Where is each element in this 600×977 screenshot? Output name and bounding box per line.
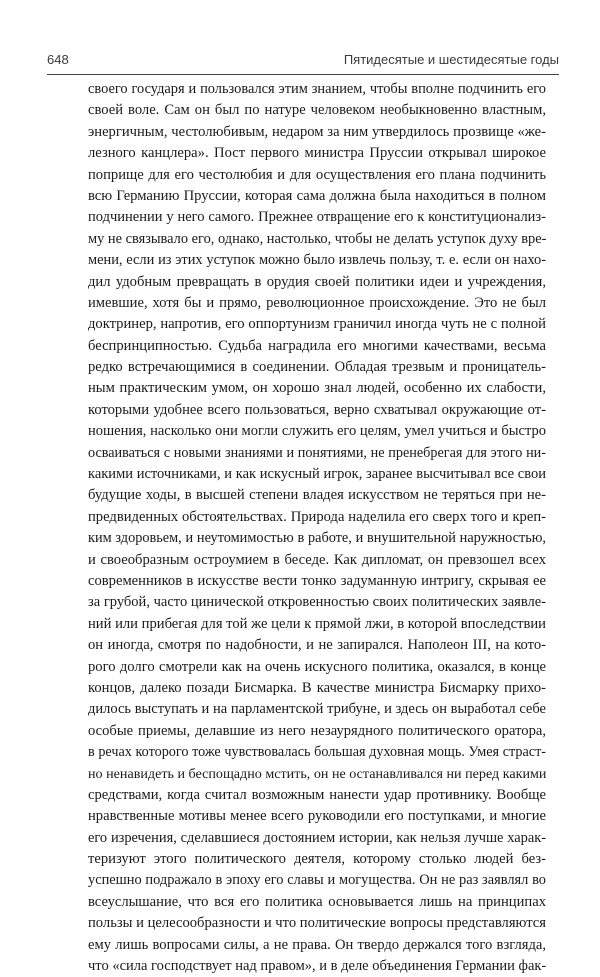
text-line: ему лишь вопросами силы, а не права. Он твердо держался того взгляда, <box>88 936 546 953</box>
page-header <box>47 48 559 75</box>
text-line: поприще для его честолюбия и для осуществления его плана подчинить <box>88 166 546 183</box>
running-title: Пятидесятые и шестидесятые годы <box>343 52 559 67</box>
text-line: современников в искусстве вести тонко задуманную интригу, скрывая ее <box>88 572 546 589</box>
text-line: имевшие, хотя бы и прямо, революционное происхождение. Это не был <box>88 294 546 311</box>
text-line: будущие ходы, в высшей степени владея искусством не теряться при не- <box>88 487 546 504</box>
text-line: в речах которого тоже чувствовалась большая духовная мощь. Умея страст- <box>88 744 546 761</box>
text-line: беспринципностью. Судьба наградила его многими качествами, весьма <box>88 337 546 354</box>
text-line: и своеобразным остроумием в беседе. Как дипломат, он превзошел всех <box>88 551 546 568</box>
text-line: му не связывало его, однако, настолько, чтобы не делать уступок духу вре- <box>88 230 546 247</box>
text-line: ношения, насколько они могли служить его целям, умел учиться и быстро <box>88 423 546 440</box>
text-line: нравственные мотивы менее всего руководили его поступками, и многие <box>88 808 546 825</box>
text-line: особые приемы, делавшие из него незаурядного политического оратора, <box>88 722 546 739</box>
text-line: теризуют этого политического деятеля, которому столько людей без- <box>88 851 546 868</box>
text-line: осваиваться с новыми знаниями и понятиями, не пренебрегая для этого ни- <box>88 444 546 461</box>
text-line: рого долго смотрели как на очень искусного политика, оказался, в конце <box>88 658 546 675</box>
text-line: ний или прибегая для той же цели к прямой лжи, в которой впоследствии <box>88 615 546 632</box>
text-line: энергичным, честолюбивым, недаром за ним утвердилось прозвище «же- <box>88 123 546 140</box>
text-line: своего государя и пользовался этим знанием, чтобы вполне подчинить его <box>88 81 546 97</box>
text-line: ким здоровьем, и неутомимостью в работе, и внушительной наружностью, <box>88 530 546 547</box>
text-line: средствами, когда считал возможным нанести удар противнику. Вообще <box>88 786 546 803</box>
text-line: дилось выступать и на парламентской трибуне, и здесь он выработал себе <box>88 701 546 718</box>
text-line: ным практическим умом, он хорошо знал людей, особенно их слабости, <box>88 380 546 397</box>
text-line: всеуслышание, что вся его политика основывается лишь на принципах <box>88 893 546 910</box>
text-line: своей воле. Сам он был по натуре человеком необыкновенно властным, <box>88 102 546 119</box>
text-line: какими источниками, и как искусный игрок, заранее высчитывал все свои <box>88 466 546 483</box>
text-line: редко встречающимися в соединении. Обладая трезвым и проницатель- <box>88 359 546 376</box>
body-text <box>88 79 546 977</box>
text-line: дил удобным превращать в орудия своей политики идеи и учреждения, <box>88 273 546 290</box>
text-line: успешно подражало в эпоху его славы и могущества. Он не раз заявлял во <box>88 872 546 889</box>
text-line: подчинении у него самого. Прежнее отвращение его к конституционализ- <box>88 209 546 226</box>
text-line: пользы и целесообразности и что политические вопросы представляются <box>88 915 546 932</box>
text-line: но ненавидеть и беспощадно мстить, он не останавливался ни перед какими <box>88 765 546 782</box>
text-line: концов, далеко позади Бисмарка. В качестве министра Бисмарку прихо- <box>88 679 546 696</box>
text-line: он иногда, смотря по надобности, и не запирался. Наполеон III, на кото- <box>88 637 546 654</box>
text-line: доктринер, напротив, его оппортунизм граничил иногда чуть не с полной <box>88 316 546 333</box>
text-line: его изречения, сделавшиеся достоянием истории, как нельзя лучше харак- <box>88 829 546 846</box>
text-line: предвиденных обстоятельствах. Природа наделила его сверх того и креп- <box>88 508 546 525</box>
text-line: лезного канцлера». Пост первого министра Пруссии открывал широкое <box>88 145 546 162</box>
text-line: что «сила господствует над правом», и в деле объединения Германии фак- <box>88 958 546 975</box>
text-line: которыми удобнее всего пользоваться, верно схватывал окружающие от- <box>88 401 546 418</box>
text-line: мени, если из этих уступок можно было извлечь пользу, т. е. если он нахо- <box>88 252 546 269</box>
text-line: всю Германию Пруссии, которая сама должна была находиться в полном <box>88 187 546 204</box>
text-line: за грубой, часто цинической откровенностью своих политических заявле- <box>88 594 546 611</box>
page-number: 648 <box>47 52 69 67</box>
